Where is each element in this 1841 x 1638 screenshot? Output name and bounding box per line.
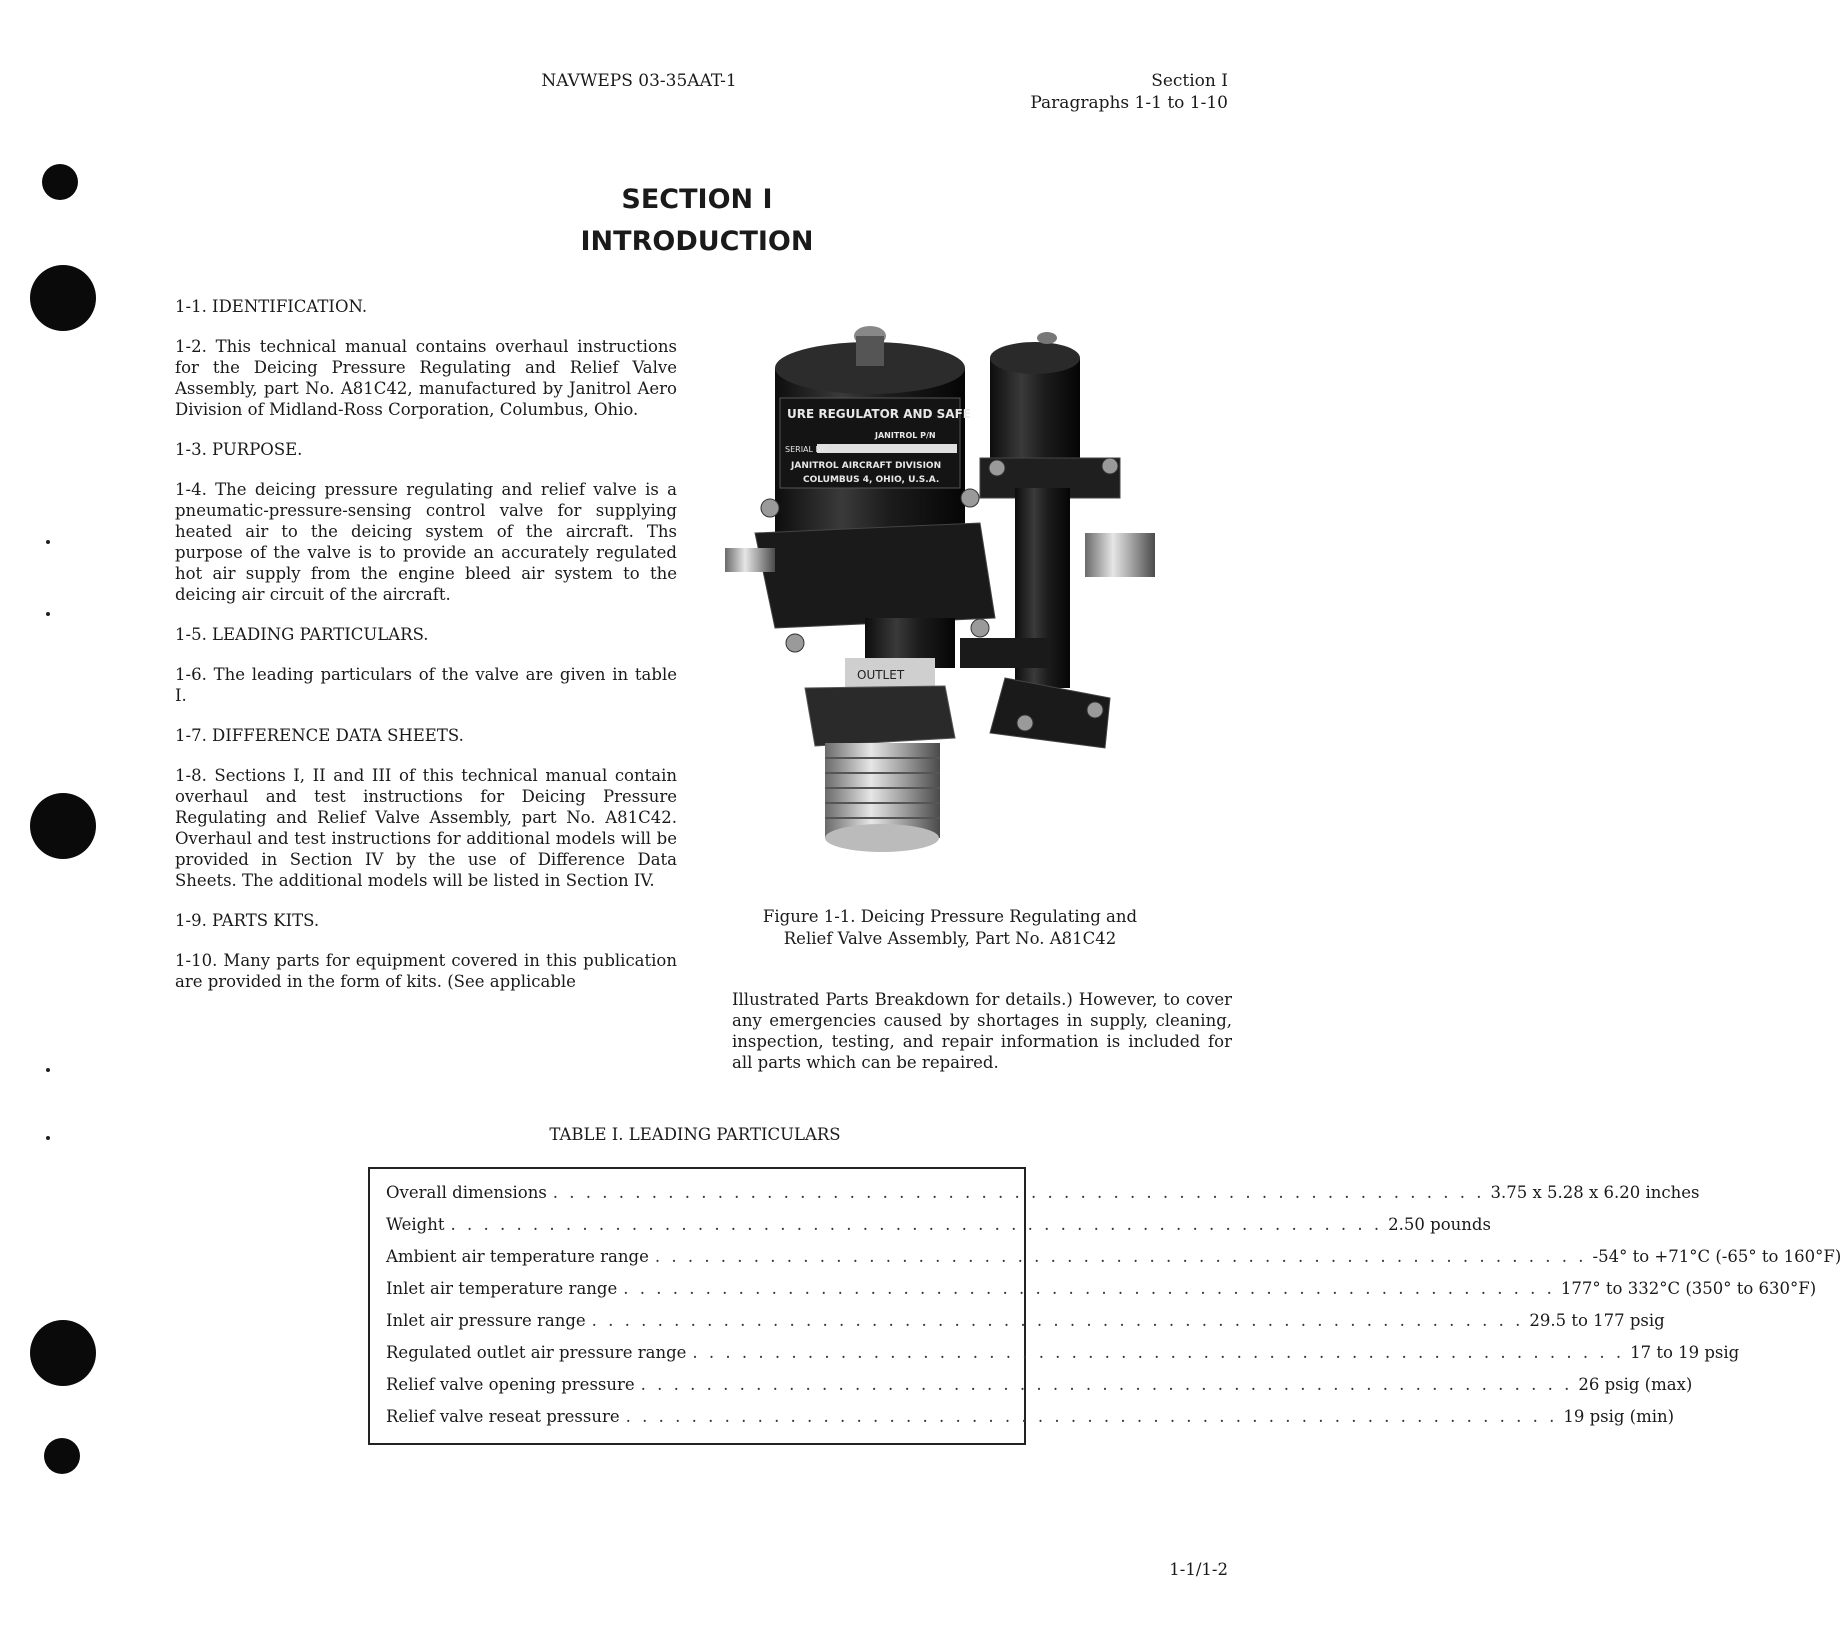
leader-dots: . . . . . . . . . . . . . . . . . . . . . . . . . . . . . . . . . . . . . . . . . . . . . . . . . . . . . . . . . [623, 1279, 1555, 1298]
section-title: SECTION I [621, 184, 773, 215]
table-row-label: Relief valve opening pressure [386, 1375, 635, 1394]
section-label: Section I [1151, 71, 1228, 91]
table-row [386, 1407, 1675, 1439]
punch-hole [30, 1320, 96, 1386]
margin-speck [46, 540, 50, 544]
paragraph-heading: 1-1. IDENTIFICATION. [175, 297, 368, 316]
paragraph: 1-2. This technical manual contains overhaul instructions for the Deicing Pressure Regulating and Relief Valve Assembly, part No. A81C42, manufactured by Janitrol Aero Division of Midland-Ross Corporation, Columbus, Ohio. [175, 337, 677, 419]
table-row-value: 17 to 19 psig [1630, 1343, 1740, 1362]
valve-label-text: JANITROL AIRCRAFT DIVISION [791, 461, 942, 471]
right-column [732, 989, 1232, 1073]
leader-dots: . . . . . . . . . . . . . . . . . . . . . . . . . . . . . . . . . . . . . . . . . . . . . . . . . . . . . . . . . [450, 1215, 1383, 1234]
page-number: 1-1/1-2 [1169, 1560, 1228, 1579]
figure-caption [720, 906, 1180, 950]
left-column [175, 296, 677, 1011]
paragraph-heading: 1-9. PARTS KITS. [175, 911, 320, 930]
table-row-value: 29.5 to 177 psig [1529, 1311, 1665, 1330]
punch-hole [44, 1438, 80, 1474]
table-title: TABLE I. LEADING PARTICULARS [549, 1125, 841, 1144]
table-row-value: 19 psig (min) [1563, 1407, 1675, 1426]
table-row-label: Weight [386, 1215, 445, 1234]
valve-label-text: JANITROL P/N [875, 431, 936, 440]
valve-label-text: SERIAL NO. [785, 445, 831, 454]
leader-dots: . . . . . . . . . . . . . . . . . . . . . . . . . . . . . . . . . . . . . . . . . . . . . . . . . . . . . . . . . [640, 1375, 1573, 1394]
punch-hole [30, 265, 96, 331]
paragraph-heading: 1-7. DIFFERENCE DATA SHEETS. [175, 726, 464, 745]
margin-speck [46, 1068, 50, 1072]
leading-particulars-table [368, 1167, 1841, 1445]
valve-label-text: COLUMBUS 4, OHIO, U.S.A. [803, 475, 940, 485]
paragraphs-label: Paragraphs 1-1 to 1-10 [1030, 93, 1228, 113]
valve-label-text: URE REGULATOR AND SAFE [787, 407, 971, 421]
table-row [386, 1279, 1817, 1311]
figure-caption-line: Figure 1-1. Deicing Pressure Regulating and [762, 907, 1138, 926]
section-reference [1030, 70, 1228, 114]
punch-hole [30, 793, 96, 859]
section-subtitle: INTRODUCTION [580, 226, 814, 257]
table-row-value: 26 psig (max) [1578, 1375, 1693, 1394]
outlet-label: OUTLET [857, 668, 905, 682]
paragraph-heading: 1-5. LEADING PARTICULARS. [175, 625, 429, 644]
table-row-label: Overall dimensions [386, 1183, 547, 1202]
table-row-label: Ambient air temperature range [386, 1247, 649, 1266]
table-row-label: Regulated outlet air pressure range [386, 1343, 687, 1362]
leader-dots: . . . . . . . . . . . . . . . . . . . . . . . . . . . . . . . . . . . . . . . . . . . . . . . . . . . . . . . . . [692, 1343, 1625, 1362]
leader-dots: . . . . . . . . . . . . . . . . . . . . . . . . . . . . . . . . . . . . . . . . . . . . . . . . . . . . . . . . . [654, 1247, 1587, 1266]
table-row-value: 177° to 332°C (350° to 630°F) [1560, 1279, 1817, 1298]
valve-assembly-photo [725, 318, 1165, 878]
table-row [386, 1215, 1491, 1247]
table-row-label: Inlet air pressure range [386, 1311, 586, 1330]
table-row-label: Inlet air temperature range [386, 1279, 618, 1298]
table-row [386, 1343, 1740, 1375]
margin-speck [46, 612, 50, 616]
document-number: NAVWEPS 03-35AAT-1 [541, 71, 737, 91]
table-row [386, 1247, 1841, 1279]
table-row-label: Relief valve reseat pressure [386, 1407, 620, 1426]
paragraph: 1-6. The leading particulars of the valve are given in table I. [175, 665, 677, 705]
paragraph: Illustrated Parts Breakdown for details.) However, to cover any emergencies caused by shortages in supply, cleaning, inspection, testing, and repair information is included for all parts which can be repaired. [732, 990, 1232, 1072]
paragraph-heading: 1-3. PURPOSE. [175, 440, 303, 459]
leader-dots: . . . . . . . . . . . . . . . . . . . . . . . . . . . . . . . . . . . . . . . . . . . . . . . . . . . . . . . . . [591, 1311, 1524, 1330]
table-row-value: 3.75 x 5.28 x 6.20 inches [1490, 1183, 1700, 1202]
paragraph: 1-10. Many parts for equipment covered in this publication are provided in the form of kits. (See applicable [175, 951, 677, 991]
table-row [386, 1311, 1665, 1343]
paragraph: 1-4. The deicing pressure regulating and relief valve is a pneumatic-pressure-sensing control valve for supplying heated air to the deicing system of the aircraft. Ths purpose of the valve is to provide an accurately regulated hot air supply from the engine bleed air system to the deicing air circuit of the aircraft. [175, 480, 677, 604]
leader-dots: . . . . . . . . . . . . . . . . . . . . . . . . . . . . . . . . . . . . . . . . . . . . . . . . . . . . . . . . . [552, 1183, 1485, 1202]
table-row [386, 1183, 1700, 1215]
figure-caption-line: Relief Valve Assembly, Part No. A81C42 [783, 929, 1117, 948]
table-row [386, 1375, 1693, 1407]
table-row-value: -54° to +71°C (-65° to 160°F) [1592, 1247, 1841, 1266]
paragraph: 1-8. Sections I, II and III of this technical manual contain overhaul and test instructions for Deicing Pressure Regulating and Relief Valve Assembly, part No. A81C42. Overhaul and test instructions for additional models will be provided in Section IV by the use of Difference Data Sheets. The additional models will be listed in Section IV. [175, 766, 677, 890]
leader-dots: . . . . . . . . . . . . . . . . . . . . . . . . . . . . . . . . . . . . . . . . . . . . . . . . . . . . . . . . . [625, 1407, 1558, 1426]
table-row-value: 2.50 pounds [1388, 1215, 1491, 1234]
